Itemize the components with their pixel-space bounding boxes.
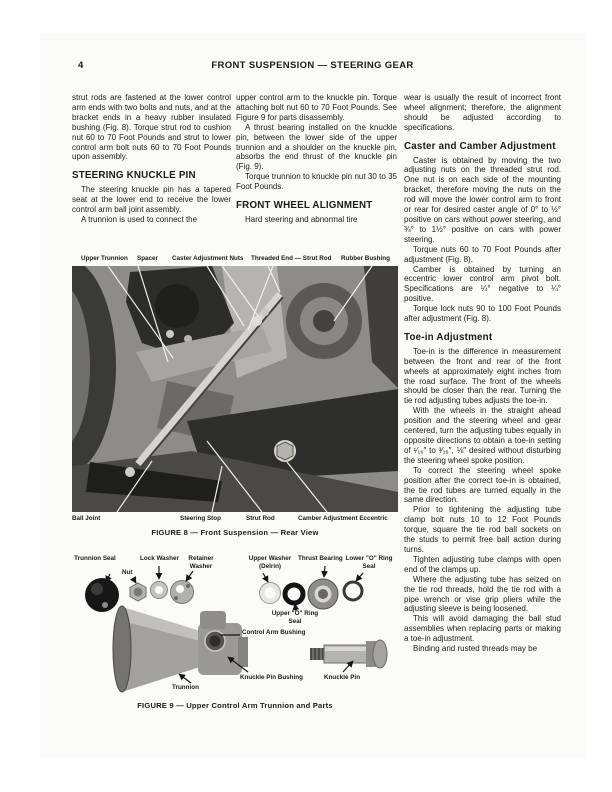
paragraph: Camber is obtained by turning an eccentric lower control arm pivot bolt. Specifications are ¼° negative to ¼° positive. (404, 264, 561, 304)
paragraph: Torque trunnion to knuckle pin nut 30 to 35 Foot Pounds. (236, 172, 397, 192)
paragraph: A thrust bearing installed on the knuckle pin, between the lower side of the upper trunnion and a shoulder on the knuckle pin, absorbs the end thrust of the knuckle pin (Fig. 9). (236, 122, 397, 172)
section-heading-front-wheel-alignment: FRONT WHEEL ALIGNMENT (236, 200, 373, 212)
fig8-label-strut-rod: Strut Rod (246, 515, 275, 522)
paragraph: Binding and rusted threads may be (413, 644, 538, 654)
paragraph: Where the adjusting tube has seized on the tie rod threads, hold the tie rod with a pipe wrench or vise grip pliers while the adjusting sleeve is being loosened. (404, 574, 561, 614)
page-number: 4 (78, 60, 84, 71)
fig8-label-camber-adjustment-eccentric: Camber Adjustment Eccentric (298, 515, 388, 522)
section-heading-steering-knuckle-pin: STEERING KNUCKLE PIN (72, 170, 196, 182)
column-left (72, 93, 231, 261)
fig9-label-lock-washer: Lock Washer (140, 555, 179, 562)
fig9-parts-drawing (72, 553, 398, 710)
fig8-label-threaded-end-strut-rod: Threaded End — Strut Rod (251, 255, 332, 262)
fig9-label-knuckle-pin: Knuckle Pin (324, 674, 361, 681)
fig8-label-rubber-bushing: Rubber Bushing (341, 255, 390, 262)
section-heading-caster-camber: Caster and Camber Adjustment (404, 140, 556, 152)
paragraph: Torque nuts 60 to 70 Foot Pounds after adjustment (Fig. 8). (404, 244, 561, 264)
paragraph: The steering knuckle pin has a tapered seat at the lower end to receive the lower control arm ball joint assembly. (72, 185, 231, 215)
page-title: FRONT SUSPENSION — STEERING GEAR (211, 60, 414, 71)
fig9-label-trunnion: Trunnion (172, 684, 199, 691)
fig8-front-suspension-photo (72, 266, 398, 512)
section-heading-toe-in: Toe-in Adjustment (404, 331, 493, 343)
paragraph: strut rods are fastened at the lower control arm ends with two bolts and nuts, and at the bracket ends in a heavy rubber insulated bushing (Fig. 8). Torque strut rod to cushion nut 60 to 70 Foot Pounds and strut to lower control arm bolt nuts 60 to 70 Foot Pounds upon assembly. (72, 93, 231, 162)
paragraph: Toe-in is the difference in measurement between the front and rear of the front wheels at approximately eight inches from the road surface. The front of the wheels should be closer than the rear. Turning the tie rod adjusting tubes adjusts the toe-in. (404, 346, 561, 406)
column-middle (236, 93, 397, 261)
fig9-trunnion-parts (72, 553, 398, 710)
fig8-label-upper-trunnion: Upper Trunnion (81, 255, 128, 262)
fig8-label-steering-stop: Steering Stop (180, 515, 221, 522)
paragraph: Prior to tightening the adjusting tube clamp bolt nuts 10 to 12 Foot Pounds torque, square the tie rod ball sockets on the studs to permit free ball action during turns. (404, 505, 561, 554)
fig9-caption: FIGURE 9 — Upper Control Arm Trunnion and Parts (137, 701, 333, 710)
fig9-label-thrust-bearing: Thrust Bearing (298, 555, 343, 562)
paragraph: With the wheels in the straight ahead position and the steering wheel and gear centered, turn the adjusting tubes equally in opposite directions to obtain a toe-in setting of ¹⁄₁₆″ to ³⁄₁₆″, ⅛″ desired without disturbing the steering wheel spoke position. (404, 406, 561, 465)
fig9-label-knuckle-pin-bushing: Knuckle Pin Bushing (240, 674, 303, 681)
paragraph: To correct the steering wheel spoke position after the correct toe-in is obtained, the tie rod tubes are turned equally in the same direction. (404, 465, 561, 505)
fig9-label-trunnion-seal: Trunnion Seal (74, 555, 116, 562)
paragraph: Tighten adjusting tube clamps with open end of the clamps up. (404, 554, 561, 574)
fig9-label-lower-o-ring-seal: Lower "O" Ring Seal (345, 555, 393, 570)
fig8-caption: FIGURE 8 — Front Suspension — Rear View (151, 528, 319, 537)
fig8-label-ball-joint: Ball Joint (72, 515, 101, 522)
paragraph: upper control arm to the knuckle pin. Torque attaching bolt nut 60 to 70 Foot Pounds. See Figure 9 for parts disassembly. (236, 93, 397, 122)
fig9-label-control-arm-bushing: Control Arm Bushing (242, 629, 306, 636)
fig9-label-nut: Nut (122, 569, 133, 576)
fig8-label-caster-adjustment-nuts: Caster Adjustment Nuts (172, 255, 244, 262)
paragraph: Hard steering and abnormal tire (245, 214, 358, 224)
fig8-label-spacer: Spacer (137, 255, 159, 262)
column-right (404, 93, 561, 733)
paragraph: wear is usually the result of incorrect front wheel alignment; therefore, the alignment should be adjusted according to specifications. (404, 93, 561, 132)
paragraph: This will avoid damaging the ball stud assemblies when replacing parts or making a toe-in adjustment. (404, 614, 561, 644)
paragraph: Torque lock nuts 90 to 100 Foot Pounds after adjustment (Fig. 8). (404, 304, 561, 324)
page (40, 33, 585, 757)
fig9-label-upper-o-ring-seal: Upper "O" Ring Seal (271, 610, 319, 625)
paragraph: Caster is obtained by moving the two adjusting nuts on the threaded strut rod. One nut is on each side of the mounting bracket, therefore moving the nuts on the rod will move the lower control arm to front or rear for desired caster angle of 0° to ½° positive on cars without power steering, and ¾° to 1½° positive on cars with power steering. (404, 155, 561, 244)
fig9-label-upper-washer-delrin: Upper Washer (Delrin) (248, 555, 292, 570)
paragraph: A trunnion is used to connect the (81, 214, 198, 224)
fig9-label-retainer-washer: Retainer Washer (188, 555, 214, 570)
